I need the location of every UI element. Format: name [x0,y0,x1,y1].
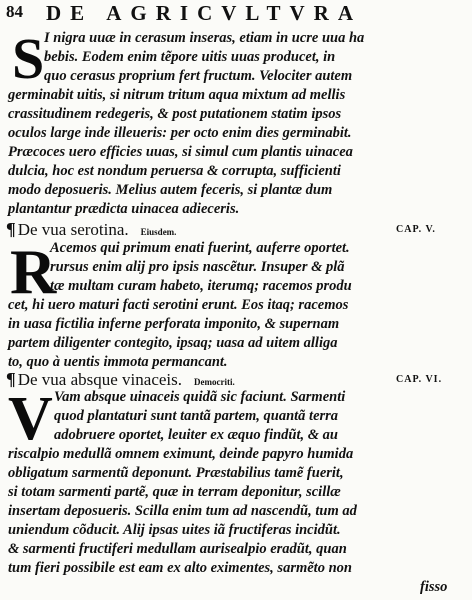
chapter-source: Democriti. [194,377,235,387]
chapter-number: CAP. V. [396,224,436,235]
drop-cap: S [12,26,45,91]
page-number: 84 [6,2,23,21]
drop-cap: R [10,236,57,307]
text-line: rursus enim alij pro ipsis nascẽtur. Insuper & plã [50,259,345,275]
pilcrow-mark: ¶ [6,219,16,239]
text-line: I nigra uuæ in cerasum inseras, etiam in ucre uua ha [44,30,365,46]
pilcrow-mark: ¶ [6,369,16,389]
chapter-title: De vua serotina. [17,220,129,239]
text-line: in uasa fictilia inferne perforata imponito, & supernam [8,316,340,332]
page-header [6,0,466,24]
text-line: dulcia, hoc est nondum peruersa & corrupta, sufficienti [8,163,341,179]
running-head: DE AGRICVLTVRA [46,1,363,25]
text-line: quod plantaturi sunt tantã partem, quantã terra [54,408,339,424]
text-line: riscalpio medullã omnem eximunt, deinde papyro humida [8,446,354,462]
chapter-source: Eiusdem. [140,227,177,237]
text-line: Acemos qui primum enati fuerint, auferre oportet. [50,240,350,256]
text-line: to, quo à uentis immota permancant. [8,354,228,370]
text-line: Præcoces uero efficies uuas, si simul cum plantis uinacea [8,144,353,160]
text-line: adobruere oportet, leuiter ex æquo findũt, & au [54,427,338,443]
text-line: cet, hi uero maturi facti serotini erunt. Eos itaq; racemos [8,297,349,313]
text-line: & sarmenti fructiferi medullam aurisealpio eradũt, quan [8,541,347,557]
text-line: bebis. Eodem enim tẽpore uitis uuas producet, in [44,49,336,65]
text-line: germinabit uitis, si nitrum tritum aqua mixtum ad mellis [8,87,346,103]
chapter-title: De vua absque vinaceis. [17,370,183,389]
text-line: plantantur prædicta uinacea adieceris. [8,201,240,217]
text-line: oculos large inde illeueris: per octo enim dies germinabit. [8,125,352,141]
text-line: uniendum cõducit. Alij ipsas uites iã fructiferas incidũt. [8,522,341,538]
text-line: modo deposueris. Melius autem feceris, si plantæ dum [8,182,333,198]
text-line: tæ multam curam habeto, iterumq; racemos produ [50,278,352,294]
text-line: crassitudinem redegeris, & post putationem statim ipsos [8,106,342,122]
drop-cap: V [8,385,53,453]
text-line: tum fieri possibile est eam ex alto eximentes, sarmẽto non [8,560,352,576]
text-line: partem diligenter contegito, ipsaq; uasa ad uitem alliga [8,335,338,351]
text-line: si totam sarmenti partẽ, quæ in terram deponitur, scillæ [8,484,341,500]
text-line: obligatum sarmentũ deponunt. Præstabilius tamẽ fuerit, [8,465,344,481]
catchword: fisso [420,579,448,595]
text-line: insertam deposueris. Scilla enim tum ad nascendũ, tum ad [8,503,357,519]
text-line: quo cerasus proprium fert fructum. Velociter autem [44,68,353,84]
text-line: Vam absque uinaceis quidã sic faciunt. Sarmenti [54,389,346,405]
chapter-number: CAP. VI. [396,374,443,385]
